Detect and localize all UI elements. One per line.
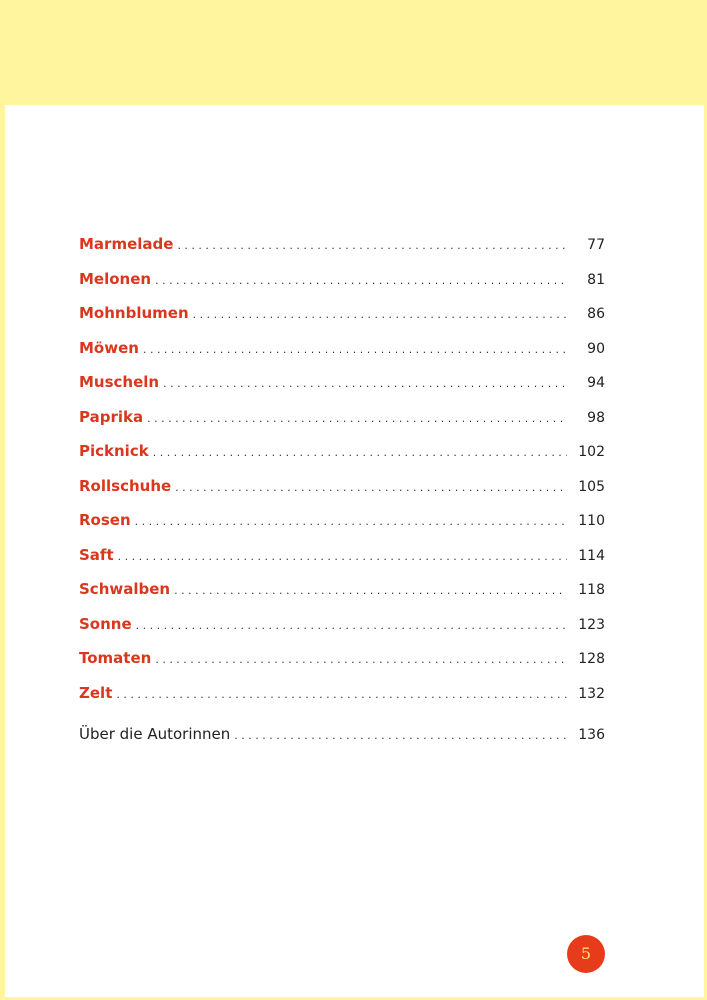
toc-entry-page: 81 [587, 271, 605, 288]
toc-entry-saft[interactable] [79, 541, 605, 576]
toc-leader-dots [193, 301, 567, 329]
page-number-badge: 5 [567, 935, 605, 973]
toc-entry-melonen[interactable] [79, 265, 605, 300]
toc-entry-page: 77 [587, 237, 605, 253]
toc-entry-title: Picknick [79, 442, 149, 460]
toc-entry-page: 118 [578, 582, 605, 598]
toc-entry-moewen[interactable] [79, 334, 605, 369]
toc-entry-muscheln[interactable] [79, 368, 605, 403]
toc-leader-dots [177, 232, 567, 260]
toc-leader-dots [153, 439, 567, 467]
toc-entry-page: 94 [587, 375, 605, 391]
table-of-contents [79, 230, 605, 755]
toc-entry-title: Möwen [79, 338, 139, 357]
toc-entry-zelt[interactable] [79, 679, 605, 714]
toc-leader-dots [174, 577, 567, 605]
toc-entry-title: Rosen [79, 511, 131, 529]
toc-entry-page: 102 [578, 444, 605, 460]
toc-entry-page: 136 [578, 727, 605, 743]
toc-entry-mohnblumen[interactable] [79, 299, 605, 334]
toc-entry-title: Rollschuhe [79, 476, 172, 495]
toc-leader-dots [163, 370, 567, 398]
toc-leader-dots [155, 267, 567, 295]
toc-entry-page: 110 [578, 513, 605, 529]
toc-entry-page: 128 [578, 651, 605, 667]
toc-leader-dots [135, 508, 567, 536]
toc-entry-picknick[interactable] [79, 437, 605, 472]
toc-entry-title: Marmelade [79, 235, 174, 253]
toc-entry-title: Muscheln [79, 373, 160, 391]
toc-entry-page: 132 [578, 685, 605, 702]
toc-entry-sonne[interactable] [79, 610, 605, 645]
toc-entry-title: Melonen [79, 269, 152, 288]
toc-entry-rollschuhe[interactable] [79, 472, 605, 507]
toc-entry-about-authors[interactable] [79, 720, 605, 755]
toc-entry-page: 105 [578, 478, 605, 495]
toc-entry-page: 123 [578, 616, 605, 633]
toc-leader-dots [136, 612, 567, 640]
toc-leader-dots [175, 474, 567, 502]
toc-entry-page: 86 [587, 306, 605, 322]
toc-leader-dots [118, 543, 567, 571]
toc-leader-dots [147, 405, 567, 433]
toc-entry-page: 114 [578, 547, 605, 564]
toc-entry-title: Schwalben [79, 580, 171, 598]
toc-entry-title: Sonne [79, 614, 132, 633]
toc-entry-schwalben[interactable] [79, 575, 605, 610]
toc-entry-title: Über die Autorinnen [79, 725, 231, 743]
toc-leader-dots [155, 646, 567, 674]
toc-leader-dots [143, 336, 567, 364]
toc-leader-dots [116, 681, 567, 709]
toc-entry-title: Mohnblumen [79, 304, 189, 322]
toc-entry-title: Tomaten [79, 649, 152, 667]
toc-leader-dots [234, 722, 567, 750]
toc-entry-paprika[interactable] [79, 403, 605, 438]
toc-entry-title: Paprika [79, 407, 144, 426]
toc-entry-marmelade[interactable] [79, 230, 605, 265]
toc-entry-rosen[interactable] [79, 506, 605, 541]
toc-entry-tomaten[interactable] [79, 644, 605, 679]
toc-entry-page: 90 [587, 340, 605, 357]
toc-entry-title: Saft [79, 545, 114, 564]
toc-entry-title: Zelt [79, 683, 113, 702]
toc-entry-page: 98 [587, 409, 605, 426]
